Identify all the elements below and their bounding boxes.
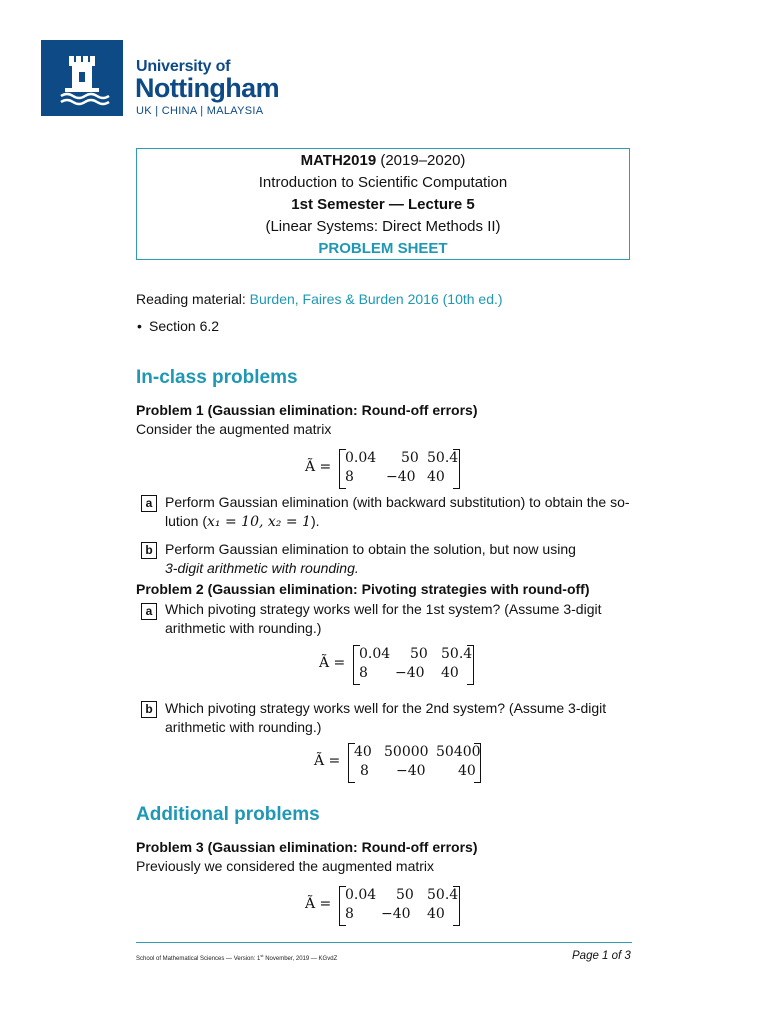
matrix-lhs: Ã = (305, 459, 332, 475)
problem1-b-line2: 3-digit arithmetic with rounding. (165, 560, 359, 576)
problem1-b-tag-box (141, 541, 157, 559)
problem2-a-tag-box (141, 602, 157, 620)
matrix-cell: 0.04 (345, 887, 377, 903)
matrix-cell: −40 (381, 906, 411, 922)
page-number: Page 1 of 3 (572, 950, 631, 962)
problem3-title: Problem 3 (Gaussian elimination: Round-off errors) (136, 839, 478, 855)
logo-campuses-text: UK | CHINA | MALAYSIA (136, 105, 264, 117)
course-code: MATH2019 (300, 152, 377, 169)
course-code-line (137, 150, 629, 172)
part-tag: b (141, 701, 157, 718)
matrix-cell: 8 (345, 469, 354, 485)
matrix-cell: 50.4 (441, 646, 473, 662)
reading-label: Reading material: (136, 291, 250, 307)
matrix-lhs: Ã = (305, 896, 332, 912)
matrix-right-bracket (453, 886, 460, 926)
matrix-lhs: Ã = (319, 655, 346, 671)
matrix-cell: 50000 (384, 744, 429, 760)
matrix-cell: 0.04 (345, 450, 377, 466)
matrix-cell: 8 (360, 763, 369, 779)
matrix-cell: 50 (396, 887, 414, 903)
problem2-a-line2: arithmetic with rounding.) (165, 620, 322, 636)
course-year: (2019–2020) (380, 152, 466, 169)
matrix-cell: 40 (427, 469, 445, 485)
footer-info-post: November, 2019 — KGvdZ (263, 956, 338, 962)
course-title: Introduction to Scientific Computation (258, 174, 508, 191)
problem1-a-line2 (165, 512, 320, 532)
lecture-title: 1st Semester — Lecture 5 (291, 196, 475, 213)
part-tag: a (141, 495, 157, 512)
matrix-cell: −40 (395, 665, 425, 681)
problem2-b-line2: arithmetic with rounding.) (165, 719, 322, 735)
problem1-title: Problem 1 (Gaussian elimination: Round-off errors) (136, 402, 478, 418)
problem1-a-math: x₁ = 10, x₂ = 1 (207, 514, 311, 530)
university-crest-logo (41, 40, 123, 116)
matrix-problem2b (314, 743, 484, 781)
problem1-a-line1: Perform Gaussian elimination (with backward substitution) to obtain the so- (165, 494, 630, 510)
problem2-b-line1: Which pivoting strategy works well for the 2nd system? (Assume 3-digit (165, 700, 607, 716)
title-box (136, 148, 630, 260)
reading-section: Section 6.2 (149, 318, 220, 334)
matrix-cell: 8 (359, 665, 368, 681)
logo-name-text: Nottingham (135, 73, 279, 103)
matrix-cell: 40 (354, 744, 372, 760)
problem1-intro: Consider the augmented matrix (136, 421, 332, 437)
footer-info (136, 953, 337, 962)
problem3-intro: Previously we considered the augmented matrix (136, 858, 435, 874)
lecture-topic: (Linear Systems: Direct Methods II) (265, 218, 501, 235)
matrix-problem2a (319, 645, 479, 683)
matrix-cell: 40 (458, 763, 476, 779)
matrix-problem3 (305, 886, 465, 924)
matrix-cell: 40 (427, 906, 445, 922)
matrix-cell: −40 (396, 763, 426, 779)
matrix-right-bracket (467, 645, 474, 685)
footer-divider (136, 942, 632, 943)
reading-material (136, 290, 503, 309)
matrix-problem1 (305, 449, 465, 487)
matrix-cell: 50 (401, 450, 419, 466)
problem1-a-line2-post: ). (310, 513, 320, 529)
matrix-cell: 40 (441, 665, 459, 681)
problem1-a-line2-pre: lution ( (165, 513, 208, 529)
problem1-b-line1: Perform Gaussian elimination to obtain the solution, but now using (165, 541, 576, 557)
footer-info-pre: School of Mathematical Sciences — Version: 1 (136, 956, 261, 962)
matrix-cell: 50.4 (427, 450, 459, 466)
matrix-right-bracket (453, 449, 460, 489)
problem2-b-tag-box (141, 700, 157, 718)
additional-heading: Additional problems (136, 804, 320, 825)
logo-university-text: University of (136, 58, 231, 75)
footer-info-sup: st (260, 953, 264, 958)
part-tag: b (141, 542, 157, 559)
matrix-cell: 50 (410, 646, 428, 662)
reading-bullet: • (137, 318, 142, 334)
reading-reference-link[interactable]: Burden, Faires & Burden 2016 (10th ed.) (249, 291, 503, 307)
inclass-heading: In-class problems (136, 367, 298, 388)
problem2-title: Problem 2 (Gaussian elimination: Pivoting strategies with round-off) (136, 581, 590, 597)
sheet-title: PROBLEM SHEET (318, 240, 448, 257)
problem2-a-line1: Which pivoting strategy works well for the 1st system? (Assume 3-digit (165, 601, 602, 617)
matrix-cell: −40 (386, 469, 416, 485)
matrix-lhs: Ã = (314, 753, 341, 769)
matrix-right-bracket (474, 743, 481, 783)
matrix-cell: 0.04 (359, 646, 391, 662)
matrix-cell: 50.4 (427, 887, 459, 903)
problem1-a-tag-box (141, 494, 157, 512)
matrix-cell: 50400 (436, 744, 481, 760)
matrix-cell: 8 (345, 906, 354, 922)
part-tag: a (141, 603, 157, 620)
